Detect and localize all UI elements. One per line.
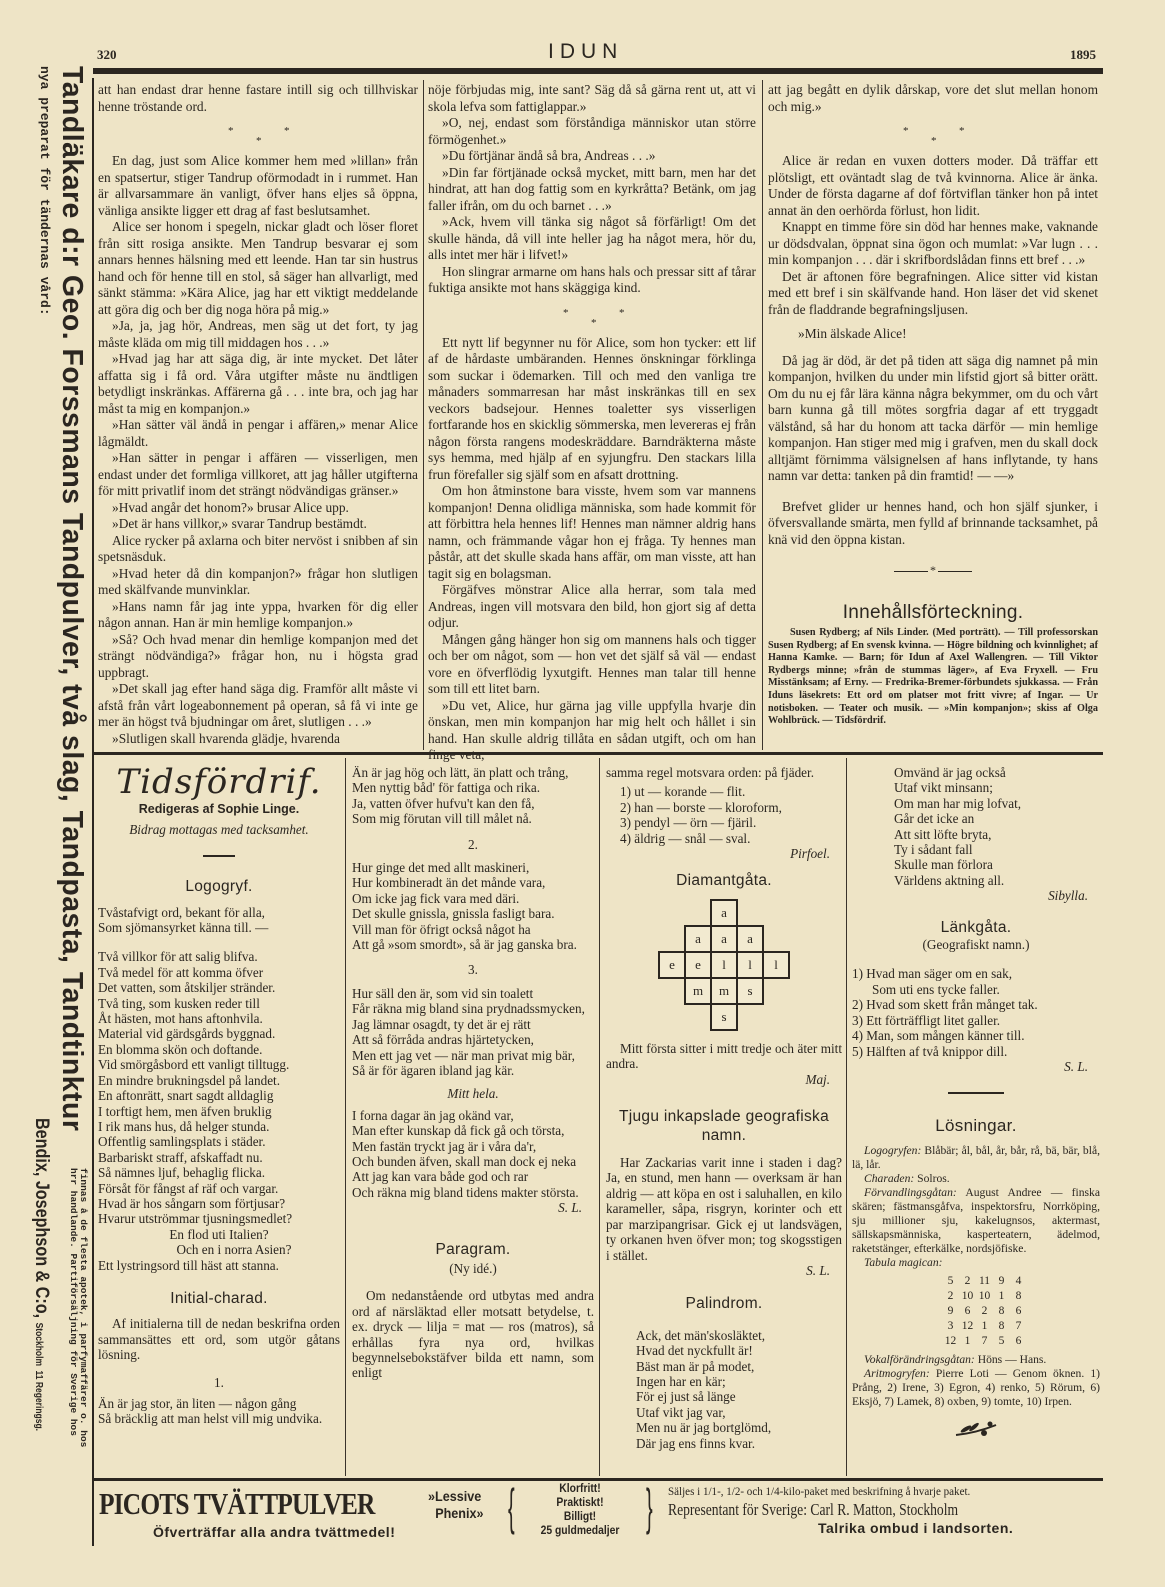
- story-paragraph: »Han sätter väl ändå in pengar i affären,» menar Alice lågmäldt.: [98, 417, 418, 449]
- story-paragraph: Alice rycker på axlarna och biter nervöst i snibben af sin spetsnäsduk.: [98, 532, 418, 564]
- story-paragraph: »Ja, ja, jag hör, Andreas, men säg ut det fort, ty jag måste kläda om mig till middagen hos . . .»: [98, 318, 418, 350]
- grid-cell: l: [737, 952, 763, 978]
- magic-square-cell: 2: [981, 1304, 988, 1317]
- grid-empty: [659, 1004, 685, 1030]
- poem-line: Hvad det nyckfullt är!: [636, 1343, 753, 1359]
- poem-line: Som mig förutan vill till målet nå.: [352, 811, 532, 827]
- verse-number: 1.: [214, 1374, 224, 1390]
- story-paragraph: Alice ser honom i spegeln, nickar gladt och löser floret från sitt rosiga ansikte. Men Tandrup besvarar ej som annars hennes hälsning med ett leende. Han tar sin hustrus hand och för henne till en stol, så säger han allvarligt, med sänkt stämma: »Kära Alice, jag har ett viktigt meddelande att göra dig och ber dig noga höra på mig.»: [98, 219, 418, 317]
- magic-square-cell: 2: [947, 1289, 954, 1302]
- lankgata-heading: Länkgåta.: [940, 918, 1012, 936]
- lankgata-item: 3) Ett förträffligt litet galler.: [852, 1012, 1001, 1028]
- column-rule: [423, 80, 424, 750]
- poem-line-group: [352, 765, 594, 827]
- column-rule: [345, 758, 346, 1476]
- story-paragraph: Ett nytt lif begynner nu för Alice, som hon tycker: ett lif af de hårdaste umbäranden. Hennes önskningar förklinga som suckar i ödemarken. Till och med den vanliga tre månaders sommarresan har måst inskränkas till en sex veckors badsejour. Hennes toaletter sys visserligen fortfarande hos en skicklig sömmerska, men levereras ej från någon första rangens modeskräddare. Barndräkterna måste sys hemma, med hjälp af en syjungfru. Den stackars lilla frun förefaller sig själf som en afsatt drottning.: [428, 334, 756, 482]
- poem-line: Material vid gärdsgårds byggnad.: [98, 1026, 276, 1042]
- paragram-intro: Om nedanstående ord utbytas med andra ord af närsläktad eller motsatt betydelse, t. ex. dryck — lilja = mat — ros (matros), så erhållas fyra nya ord, hvilkas begynnelsebokstäfver bilda ett namn, som enligt: [352, 1288, 594, 1381]
- poem-line: Jag lämnar osagdt, ty det är ej rätt: [352, 1016, 531, 1032]
- magic-square-cell: 8: [1015, 1289, 1022, 1302]
- poem-line: Så bräcklig att man helst vill mig undvika.: [98, 1411, 323, 1427]
- poem-line: Skulle man förlora: [894, 857, 993, 873]
- poem-line-group: [352, 986, 594, 1078]
- signature: S. L.: [558, 1200, 582, 1216]
- poem-line: I forna dagar än jag okänd var,: [352, 1107, 514, 1123]
- magic-square-row: [942, 1319, 1100, 1334]
- poem-line-group: [352, 1108, 594, 1200]
- magic-square-cell: 7: [981, 1334, 988, 1347]
- ad-product-name: »Lessive Phenix»: [428, 1488, 484, 1521]
- poem-line-group: [852, 765, 1100, 888]
- side-ad-distributor: [30, 1118, 52, 1431]
- grid-cell: e: [659, 952, 685, 978]
- magic-square-cell: 7: [1015, 1319, 1022, 1332]
- grid-cell: m: [711, 978, 737, 1004]
- poem-line: Utaf vikt minsann;: [894, 780, 993, 796]
- poem-line: Man efter kunskap då fick gå och törsta,: [352, 1123, 565, 1139]
- magic-square-row: [942, 1274, 1100, 1289]
- poem-line-group: [98, 1396, 340, 1427]
- poem-line: Än är jag stor, än liten — någon gång: [98, 1396, 297, 1411]
- editor-credit: Redigeras af Sophie Linge.: [138, 802, 300, 817]
- magic-square-cell: 12: [944, 1334, 957, 1347]
- diamond-puzzle-grid: [658, 899, 790, 1031]
- poem-line: Och en i norra Asien?: [176, 1242, 292, 1258]
- signature: Sibylla.: [1048, 888, 1088, 904]
- poem-line: Det vatten, som åtskiljer stränder.: [98, 980, 276, 996]
- magic-square-cell: 12: [961, 1319, 974, 1332]
- ad-brand: PICOTS TVÄTTPULVER: [99, 1486, 375, 1521]
- poem-line: Ingen har en kär;: [636, 1373, 726, 1389]
- poem-line: Utaf vikt jag var,: [636, 1404, 726, 1420]
- puzzles-column-2: [352, 765, 594, 1381]
- column-rule: [599, 758, 600, 1476]
- poem-line: Där jag ens finns kvar.: [636, 1435, 756, 1451]
- availability-line: finnas å de flesta apotek, i parfymaffärer o. hos: [78, 1168, 89, 1448]
- puzzles-column-3: [606, 765, 842, 1451]
- poem-line: Men ett jag vet — när man privat mig bär,: [352, 1047, 575, 1063]
- story-paragraph: att jag begått en dylik dårskap, vore det slut mellan honom och mig.»: [768, 82, 1098, 114]
- brace-right: }: [646, 1479, 653, 1535]
- magic-square-cell: 10: [961, 1289, 974, 1302]
- palindrom-heading: Palindrom.: [685, 1295, 763, 1313]
- story-paragraph: »Så? Och hvad menar din hemlige kompanjon med det strängt nödvändiga?» frågar hon, nu i högsta grad uppbragt.: [98, 631, 418, 680]
- story-paragraph: Mången gång hänger hon sig om mannens hals och tigger och ber om något, som — hon vet det själf så väl — endast vore en öfverflödig lyxutgift. Hennes man talar till henne som till ett litet barn.: [428, 631, 756, 696]
- poem-line: En mindre brukningsdel på landet.: [98, 1072, 281, 1088]
- poem-line: För ej just så länge: [636, 1389, 736, 1405]
- poem-line: Och räkna mig bland tidens makter största.: [352, 1184, 579, 1200]
- magic-square-cell: 1: [981, 1319, 988, 1332]
- solutions-heading: Lösningar.: [935, 1116, 1017, 1136]
- magic-square-cell: 11: [978, 1274, 991, 1287]
- poem-line-group: [98, 905, 340, 936]
- issue-year: 1895: [1070, 47, 1096, 62]
- charad-intro: Af initialerna till de nedan beskrifna orden sammansättes ett ord, som utgör gåtans lösning.: [98, 1316, 340, 1363]
- story-paragraph: Brefvet glider ur hennes hand, och hon själf sjunker, i öfversvallande smärta, men fylld af brinnande tacksamhet, på knä vid den öppna kistan.: [768, 498, 1098, 547]
- distributor-city: Stockholm: [33, 1322, 44, 1367]
- column-rule: [846, 758, 847, 1476]
- grid-empty: [685, 900, 711, 926]
- story-paragraph: »Det skall jag efter hand säga dig. Framför allt måste vi afstå från vårt logeabonnement på operan, så få vi inte ge mer än högst två bjudningar om året, slutligen . . .»: [98, 681, 418, 729]
- header-rule: [93, 68, 1103, 71]
- magic-square-cell: 6: [964, 1304, 971, 1317]
- ad-sales-info: Säljes i 1/1-, 1/2- och 1/4-kilo-paket med beskrifning å hvarje paket. Representant för Sverige: Carl R. Matton, Stockholm Talrika ombud i landsorten.: [668, 1484, 1014, 1536]
- story-paragraph: »Hans namn får jag inte yppa, hvarken för dig eller någon annan. Han är min hemlige kompanjon.»: [98, 598, 418, 630]
- magic-square-cell: 3: [947, 1319, 954, 1332]
- story-paragraph: »Du förtjänar ändå så bra, Andreas . . .»: [442, 148, 656, 163]
- grid-empty: [763, 1004, 789, 1030]
- story-paragraph: »Hvad angår det honom?» brusar Alice upp.: [112, 499, 349, 515]
- lankgata-item: 1) Hvad man säger om en sak,: [852, 966, 1013, 982]
- poem-line: En blomma skön och doftande.: [98, 1041, 263, 1057]
- section-title-tidsfordrif: Tidsfördrif.: [116, 762, 322, 802]
- diamantgata-heading: Diamantgåta.: [676, 872, 772, 890]
- poem-line: Försåt för fångst af räf och vargar.: [98, 1180, 279, 1196]
- grid-empty: [659, 978, 685, 1004]
- signature: S. L.: [806, 1262, 830, 1278]
- ad-features: Klorfritt! Praktiskt! Billigt! 25 guldmedaljer: [540, 1483, 620, 1537]
- poem-line: Att gå »som smordt», så är jag ganska bra.: [352, 937, 577, 953]
- poem-line: Om icke jag fick vara med däri.: [352, 890, 520, 906]
- story-paragraph: »Han sätter in pengar i affären — visserligen, men endast under det formliga villkoret, att jag håller utgifterna för mitt privatlif inom det strängt nödvändigas gränser.»: [98, 450, 418, 498]
- magic-square-row: [942, 1334, 1100, 1349]
- grid-cell: m: [685, 978, 711, 1004]
- poem-line: Och bunden äfven, skall man dock ej neka: [352, 1153, 577, 1169]
- side-ad-availability: [68, 1168, 88, 1447]
- poem-line: Två ting, som kusken reder till: [98, 995, 260, 1011]
- story-paragraph: att han endast drar henne fastare intill sig och tillhviskar henne tröstande ord.: [98, 82, 418, 114]
- geografiska-text: Har Zackarias varit inne i staden i dag? Ja, en stund, men hann — overksam är han aldrig — att köpa en ost i saluhallen, en kilo karameller, såpa, risgryn, korinter och ett par marzipangrisar. Gick ej ut landsvägen, ty orkanen hven öfver mon; tog skogsstigen i stället.: [606, 1155, 842, 1263]
- story-paragraph: »Det är hans villkor,» svarar Tandrup bestämdt.: [112, 516, 367, 531]
- poem-line: Om man har mig lofvat,: [894, 795, 1022, 811]
- magic-square-row: [942, 1289, 1100, 1304]
- poem-line: Hur säll den är, som vid sin toalett: [352, 985, 534, 1001]
- poem-line: Vid smörgåsbord ett vanligt tilltugg.: [98, 1057, 290, 1073]
- story-paragraph-group: [98, 153, 418, 747]
- geografiska-heading: Tjugu inkapslade geografiska namn.: [618, 1108, 830, 1145]
- poem-line: Men fastän tryckt jag är i våra da'r,: [352, 1138, 537, 1154]
- poem-line: Det skulle gnissla, gnissla fasligt bara.: [352, 906, 555, 922]
- magic-square: [942, 1274, 1100, 1349]
- poem-line: Vill man för öfrigt också något ha: [352, 921, 531, 937]
- grid-cell: a: [737, 926, 763, 952]
- paragram-intro-cont: samma regel motsvara orden: på fjäder.: [606, 765, 814, 780]
- magic-square-cell: 6: [1015, 1334, 1022, 1347]
- grid-cell: s: [711, 1004, 737, 1030]
- poem-line: Bäst man är på modet,: [636, 1358, 755, 1374]
- bottom-advertisement: [93, 1479, 1103, 1544]
- side-advertisement: [22, 58, 92, 1478]
- signature: Pirfoel.: [790, 846, 830, 862]
- contents-heading: Innehållsförteckning.: [842, 601, 1024, 623]
- story-column-1: [98, 82, 418, 747]
- poem-line: Så nämnes ljuf, behaglig flicka.: [98, 1165, 265, 1181]
- letter-salutation: »Min älskade Alice!: [798, 326, 907, 341]
- poem-line-group: [606, 1328, 842, 1451]
- poem-line: Att så förråda andras hjärtetycken,: [352, 1032, 534, 1048]
- solution-forvandling: Förvandlingsgåtan: August Andree — finska skären; fästmansgåfva, inspektorsfru, Norrköping, sju millioner sju, kakelugnsos, aktermast, sällskapsmänniska, kasperteatern, ädelmod, raketstänger, efterkälke, nordsjöfiske.: [852, 1185, 1100, 1255]
- brace-left: {: [508, 1479, 515, 1535]
- contributions-note: Bidrag mottagas med tacksamhet.: [129, 821, 309, 837]
- contents-list: Susen Rydberg; af Nils Linder. (Med porträtt). — Till professorskan Susen Rydberg; af En svensk kvinna. — Högre bildning och kvinnlighet; af Hanna Kamke. — Barn; för Idun af Axel Wallengren. — Till Viktor Rydbergs minne; »från de stummas läger», af Eva Fryxell. — Fru Misstänksam; af Erny. — Fredrika-Bremer-förbundets sjukkassa. — Från Iduns läsekrets: Ett ord om platser mot fritt vivre; af Ingar. — Ur notisboken. — Teater och musik. — »Min kompanjon»; skiss af Olga Wohlbrück. — Tidsfördrif.: [768, 627, 1098, 727]
- grid-empty: [685, 1004, 711, 1030]
- poem-line: Ty i sådant fall: [894, 842, 973, 858]
- section-break-stars: * * *: [228, 125, 290, 147]
- poem-line: Hvarur utströmmar tjusningsmedlet?: [98, 1211, 293, 1227]
- poem-line: I rik mans hus, då helger stunda.: [98, 1118, 270, 1134]
- grid-cell: a: [685, 926, 711, 952]
- paragram-item-group: [606, 784, 842, 846]
- story-paragraph: »Du vet, Alice, hur gärna jag ville uppfylla hvarje din önskan, men min kompanjon har mig helt och hållet i sin hand. Han skulle aldrig tillåta en sådan utgift, och om han finge veta,: [428, 697, 756, 762]
- distributor-name: Bendix, Josephson & C:o,: [31, 1118, 52, 1319]
- section-break-stars: * * *: [903, 125, 965, 147]
- story-paragraph: »Hvad heter då din kompanjon?» frågar hon slutligen med skälfvande munvinklar.: [98, 565, 418, 597]
- story-column-3: [768, 82, 1098, 728]
- signature: S. L.: [1064, 1058, 1088, 1074]
- paragram-item: 2) han — borste — kloroform,: [620, 799, 782, 815]
- column-rule: [762, 80, 763, 750]
- masthead-title: IDUN: [548, 40, 624, 63]
- signature: Maj.: [805, 1071, 830, 1087]
- solution-charad: Charaden: Solros.: [864, 1171, 950, 1185]
- paragram-subtitle: (Ny idé.): [449, 1260, 497, 1276]
- magic-square-row: [942, 1304, 1100, 1319]
- paragram-item: 4) äldrig — snål — sval.: [620, 830, 751, 846]
- poem-line: Barbariskt straff, afskaffadt nu.: [98, 1149, 263, 1165]
- paragram-item: 1) ut — korande — flit.: [620, 784, 746, 800]
- ad-claim: Öfverträffar alla andra tvättmedel!: [153, 1524, 396, 1540]
- verse-number: 2.: [468, 836, 478, 852]
- poem-line: I torftigt hem, men äfven bruklig: [98, 1103, 272, 1119]
- story-paragraph: »Ack, hvem vill tänka sig något så förfärligt! Om det skulle hända, då vill inte heller jag ha något mera, hör du, alls intet mer här i lifvet!»: [428, 214, 756, 262]
- story-paragraph: Hon slingrar armarne om hans hals och pressar sitt af tårar fuktiga ansikte mot hans skäggiga kind.: [428, 263, 756, 295]
- poem-line: Hur ginge det med allt maskineri,: [352, 860, 530, 876]
- grid-cell: a: [711, 900, 737, 926]
- poem-line: Två medel för att komma öfver: [98, 964, 264, 980]
- availability-line: hrr handlande. Partiförsäljning för Sverige hos: [68, 1168, 79, 1436]
- poem-line: Två villkor för att salig blifva.: [98, 949, 258, 965]
- story-paragraph: »Slutligen skall hvarenda glädje, hvarenda: [112, 730, 340, 746]
- logogryf-heading: Logogryf.: [185, 878, 253, 896]
- poem-line: Att jag kan vara både god och rar: [352, 1169, 529, 1185]
- puzzles-column-4: [852, 765, 1100, 1442]
- story-paragraph: nöje förbjudas mig, inte sant? Säg då så gärna rent ut, att vi skola lefva som fattiglappar.»: [428, 82, 756, 114]
- magic-square-cell: 9: [947, 1304, 954, 1317]
- magic-square-cell: 5: [998, 1334, 1005, 1347]
- story-paragraph: Om hon åtminstone bara visste, hvem som var mannens kompanjon! Denna olidliga människa, som hade kommit för att förbittra hela hennes lif! Hennes man nämner aldrig hans namn, och främmande vågar hon ej fråga. Ty hennes man påstår, att det skulle skada hans affär, om man visste, att han tagit sig en bolagsman.: [428, 483, 756, 581]
- grid-empty: [659, 926, 685, 952]
- poem-line: Ett lystringsord till häst att stanna.: [98, 1257, 279, 1273]
- poem-line: Omvänd är jag också: [894, 765, 1006, 780]
- side-ad-subline: nya preparat för tändernas vård:: [37, 66, 52, 316]
- poem-line: Men nyttig båd' för fattiga och rika.: [352, 780, 541, 796]
- paragram-heading: Paragram.: [435, 1240, 511, 1258]
- story-column-2: [428, 82, 756, 764]
- lankgata-subtitle: (Geografiskt namn.): [922, 937, 1030, 953]
- puzzles-column-1: [98, 762, 340, 1427]
- story-paragraph: »Din far förtjänade också mycket, mitt barn, men har det hindrat, att han dog fattig som en kyrkråtta? Betänk, om jag faller ifrån, om du och barnet . . .»: [428, 164, 756, 213]
- distributor-address: 11 Regeringsg.: [33, 1370, 44, 1432]
- poem-line: En aftonrätt, snart sagdt alldaglig: [98, 1088, 274, 1104]
- story-paragraph: Förgäfves mönstrar Alice alla herrar, som tala med Andreas, ingen vill motsvara den bild, hon gjort sig af detta odjur.: [428, 582, 756, 630]
- story-paragraph: Alice är redan en vuxen dotters moder. Då träffar ett plötsligt, ett oväntadt slag de två kvinnorna. Alice är änka. Under de första dagarne af dof förtviflan tänker hon på intet annat än den oerhörda förlust, hon lidit.: [768, 153, 1098, 218]
- lankgata-item: 5) Hälften af två knippor dill.: [852, 1043, 1008, 1059]
- magic-square-cell: 4: [1015, 1274, 1022, 1287]
- ad-rule: [93, 1478, 1103, 1481]
- story-paragraph: Knappt en timme före sin död har hennes make, vaknande ur dödsdvalan, öppnat sina ögon och mumlat: »Var lugn . . . min kompanjon . . . där i skrifbordslådan finns ett bref . . .»: [768, 219, 1098, 267]
- poem-line: Som sjömansyrket känna till. —: [98, 920, 269, 936]
- short-rule: [948, 1092, 1004, 1094]
- poem-line: Offentlig samlingsplats i städer.: [98, 1134, 266, 1150]
- magic-square-cell: 9: [998, 1274, 1005, 1287]
- poem-line: En flod uti Italien?: [169, 1226, 269, 1242]
- poem-line: Världens aktning all.: [894, 872, 1005, 888]
- poem-line: Ack, det män'skosläktet,: [636, 1327, 766, 1343]
- magic-square-cell: 10: [978, 1289, 991, 1302]
- solution-aritmo: Aritmogryfen: Pierre Loti — Genom öknen. 1) Prång, 2) Irene, 3) Egron, 4) renko, 5) Rörum, 6) Eksjö, 7) Lamek, 8) oxben, 9) tomte, 10) Irpen.: [852, 1366, 1101, 1408]
- grid-empty: [737, 1004, 763, 1030]
- left-border-rule: [92, 78, 94, 1546]
- solution-tabula-label: Tabula magican:: [864, 1255, 943, 1269]
- story-paragraph-group: [428, 335, 756, 764]
- side-ad-headline: Tandläkare d:r Geo. Forssmans Tandpulver, två slag, Tandpasta, Tandtinktur: [56, 66, 88, 1132]
- grid-empty: [737, 900, 763, 926]
- olive-branch-ornament-icon: [852, 1419, 1100, 1442]
- letter-body: Då jag är död, är det på tiden att säga dig namnet på min kompanjon, hvilken du under min lifstid gjort så bitter orätt. Om du nu ej får lära känna några bekymmer, om du och vårt barn kunna gå till mötes sorgfria dagar af ett tryggadt välstånd, så har du honom att tacka därför — min hemlige kompanjon. Han stiger med mig i grafven, men du skall dock alltjämt förnimma välsignelsen af hans inflytande, ty hans namn var detta: tanken på din framtid! — —»: [768, 352, 1098, 483]
- poem-line: Så är för ägaren ibland jag kär.: [352, 1062, 515, 1078]
- grid-empty: [763, 900, 789, 926]
- story-paragraph: »Hvad jag har att säga dig, är inte mycket. Det låter affatta sig i få ord. Våra utgifter måste nu ändtligen betydligt inskränkas. Affärerna gå . . . inte bra, och jag har måst ta mig en kompanjon.»: [98, 351, 418, 416]
- poem-line: Ja, vatten öfver hufvu't kan den få,: [352, 795, 535, 811]
- magic-square-cell: 6: [1015, 1304, 1022, 1317]
- lankgata-item: Som uti ens tycke faller.: [872, 981, 1000, 997]
- poem-line: Får räkna mig bland sina prydnadssmycken,: [352, 1001, 585, 1017]
- magic-square-cell: 8: [998, 1319, 1005, 1332]
- section-break-stars: * * *: [563, 306, 625, 329]
- poem-line: Åt hästen, mot hans aftonhvila.: [98, 1011, 263, 1027]
- magic-square-cell: 8: [998, 1304, 1005, 1317]
- poem-line: Hur kombineradt än det månde vara,: [352, 875, 546, 891]
- page-number: 320: [97, 47, 117, 62]
- grid-cell: e: [685, 952, 711, 978]
- solution-logogryf: Logogryfen: Blåbär; ål, bål, år, bår, rå, bä, bär, blå, lä, lår.: [852, 1143, 1100, 1171]
- lankgata-item: 2) Hvad som skett från månget tak.: [852, 997, 1038, 1013]
- ornament-divider: *: [768, 562, 1098, 579]
- poem-line: Att sitt löfte bryta,: [894, 826, 992, 842]
- grid-empty: [763, 978, 789, 1004]
- poem-line: Hvad är hos sångarn som förtjusar?: [98, 1195, 286, 1211]
- story-paragraph: En dag, just som Alice kommer hem med »lillan» från en spatsertur, stiger Tandrup oförmodadt in i rummet. Han är allvarsammare än vanligt, öfver hans eljes så öppna, vänliga ansikte ligger ett drag af fast beslutsamhet.: [98, 153, 418, 218]
- magic-square-cell: 2: [964, 1274, 971, 1287]
- story-paragraph: Det är aftonen före begrafningen. Alice sitter vid kistan med ett bref i sin skälfvande hand. Hon läser det vid skenet från de fladdrande begrafningsljusen.: [768, 268, 1098, 317]
- grid-cell: l: [711, 952, 737, 978]
- grid-cell: a: [711, 926, 737, 952]
- verse-number: 3.: [468, 962, 478, 978]
- diamond-clue: Mitt första sitter i mitt tredje och äter mitt andra.: [606, 1040, 842, 1072]
- magic-square-cell: 5: [947, 1274, 954, 1287]
- lankgata-item: 4) Man, som mången känner till.: [852, 1028, 1025, 1044]
- whole-label: Mitt hela.: [447, 1086, 499, 1102]
- initial-charad-heading: Initial-charad.: [170, 1289, 268, 1307]
- poem-line: Går det icke an: [894, 811, 975, 827]
- poem-line: Men nu är jag bortglömd,: [636, 1420, 772, 1436]
- poem-line: Tvåstafvigt ord, bekant för alla,: [98, 904, 265, 920]
- solution-vokal: Vokalförändringsgåtan: Höns — Hans.: [864, 1352, 1047, 1366]
- poem-line-group: [98, 949, 340, 1226]
- grid-cell: l: [763, 952, 789, 978]
- poem-line-group: [352, 860, 594, 952]
- story-paragraph: »O, nej, endast som förståndiga människor utan större förmögenhet.»: [428, 115, 756, 147]
- story-paragraph-group: [428, 82, 756, 297]
- magic-square-cell: 1: [964, 1334, 971, 1347]
- grid-empty: [659, 900, 685, 926]
- short-rule: [203, 855, 235, 857]
- poem-line: Än är jag hög och lätt, än platt och trång,: [352, 765, 569, 780]
- grid-empty: [763, 926, 789, 952]
- paragram-item: 3) pendyl — örn — fjäril.: [620, 815, 757, 831]
- magic-square-cell: 1: [998, 1289, 1005, 1302]
- grid-cell: s: [737, 978, 763, 1004]
